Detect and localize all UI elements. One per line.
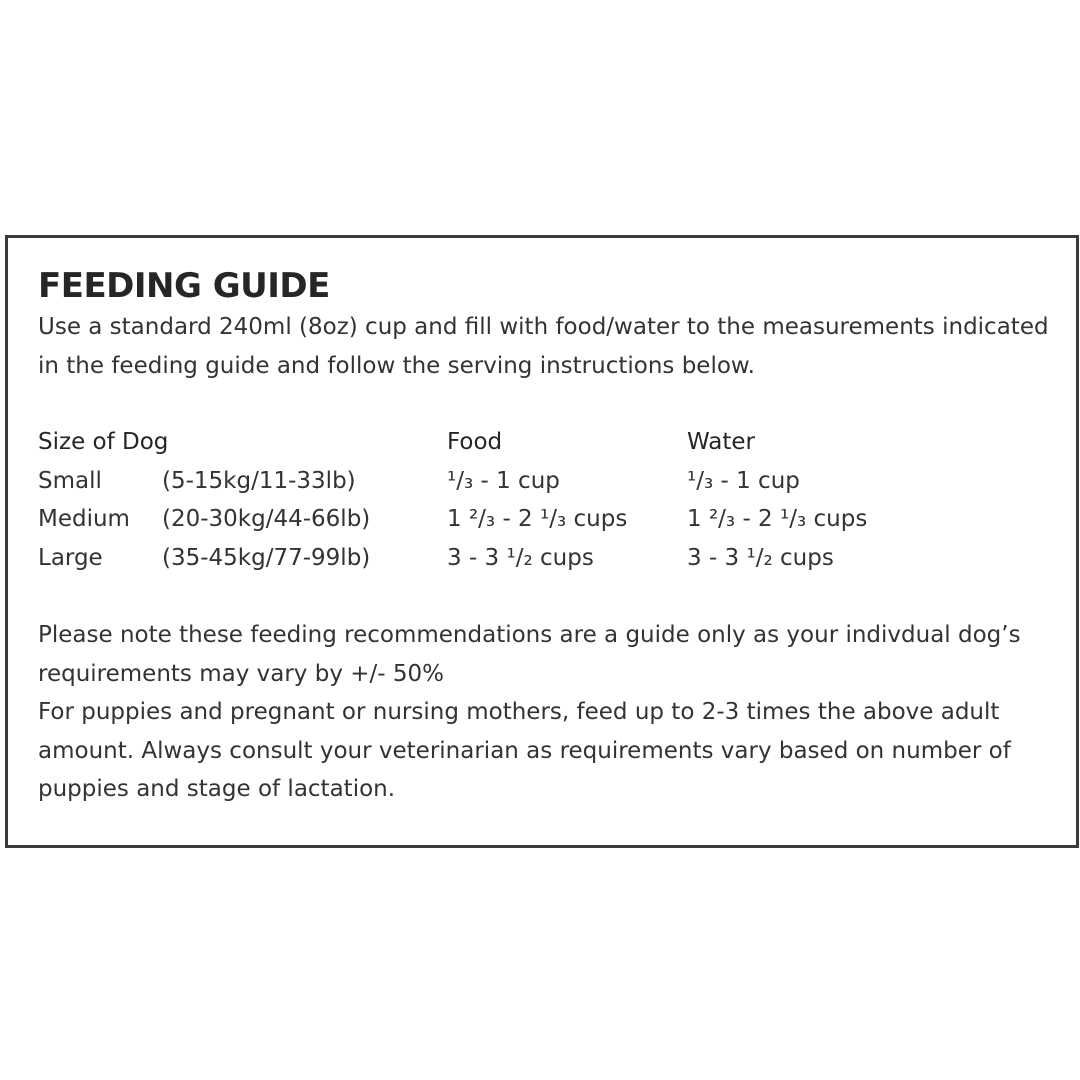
feeding-guide-panel <box>5 235 1079 848</box>
weight-range: (35-45kg/77-99lb) <box>162 544 371 571</box>
water-amount: 3 - 3 ¹/₂ cups <box>687 544 834 571</box>
intro-text <box>38 308 1058 385</box>
table-row-small <box>38 462 1038 501</box>
header-food: Food <box>447 429 503 455</box>
size-label: Medium <box>38 506 130 532</box>
notes-text <box>38 616 1058 809</box>
food-amount: 3 - 3 ¹/₂ cups <box>447 544 594 571</box>
water-amount: 1 ²/₃ - 2 ¹/₃ cups <box>687 506 868 532</box>
table-row-large <box>38 539 1038 578</box>
note-puppies-nursing: For puppies and pregnant or nursing mothers, feed up to 2-3 times the above adult amount. Always consult your veterinarian as requirements vary based on number of puppies and stage of lactation. <box>38 699 1011 802</box>
table-row-medium <box>38 500 1038 539</box>
header-size-of-dog: Size of Dog <box>38 429 169 455</box>
feeding-guide-title: FEEDING GUIDE <box>38 266 330 306</box>
note-variation: Please note these feeding recommendations are a guide only as your indivdual dog’s requirements may vary by +/- 50% <box>38 622 1021 687</box>
header-water: Water <box>687 429 755 455</box>
weight-range: (5-15kg/11-33lb) <box>162 467 356 494</box>
weight-range: (20-30kg/44-66lb) <box>162 506 371 532</box>
intro-paragraph: Use a standard 240ml (8oz) cup and fill with food/water to the measurements indicated in the feeding guide and follow the serving instructions below. <box>38 314 1049 379</box>
size-label: Small <box>38 467 102 494</box>
feeding-table <box>38 423 1038 577</box>
water-amount: ¹/₃ - 1 cup <box>687 467 800 494</box>
food-amount: ¹/₃ - 1 cup <box>447 467 560 494</box>
size-label: Large <box>38 544 103 571</box>
table-header-row <box>38 423 1038 462</box>
food-amount: 1 ²/₃ - 2 ¹/₃ cups <box>447 506 628 532</box>
